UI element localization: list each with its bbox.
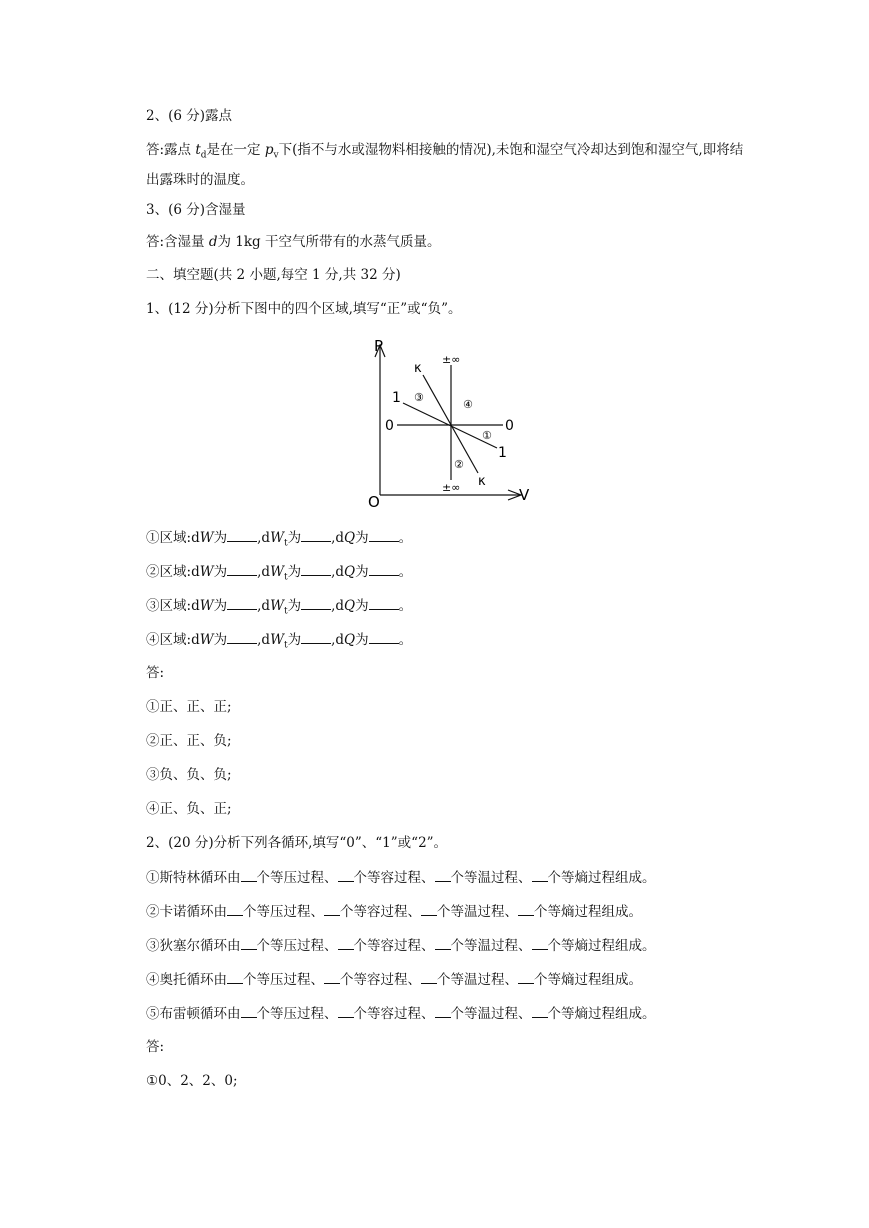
q2-title: 2、(6 分)露点 (146, 108, 233, 124)
inf-bottom-label: ±∞ (442, 481, 461, 494)
cycle-line: ③狄塞尔循环由 个等压过程、 个等容过程、 个等温过程、 个等熵过程组成。 (146, 935, 656, 956)
answer-blank[interactable] (338, 867, 354, 882)
answer-blank[interactable] (301, 561, 331, 576)
answer-blank[interactable] (301, 527, 331, 542)
zero-left-label: 0 (385, 418, 394, 434)
origin-label: O (368, 493, 380, 510)
answer-blank[interactable] (227, 527, 257, 542)
inf-top-label: ±∞ (442, 353, 461, 366)
answer-blank[interactable] (532, 867, 548, 882)
fill-1-title: 1、(12 分)分析下图中的四个区域,填写“正”或“负”。 (146, 301, 462, 317)
answer-blank[interactable] (532, 1003, 548, 1018)
v-axis-label: V (519, 486, 530, 504)
answer-blank[interactable] (324, 969, 340, 984)
region-line: ③区域:dW为 $,dW_t$为 ,dQ为 。 (146, 595, 412, 622)
answer-blank[interactable] (227, 901, 243, 916)
fill-1-answer-4: ④正、负、正; (146, 801, 232, 817)
fill-1-answer-label: 答: (146, 665, 165, 681)
region-line: ④区域:dW为 $,dW_t$为 ,dQ为 。 (146, 629, 412, 656)
cycle-line: ②卡诺循环由 个等压过程、 个等容过程、 个等温过程、 个等熵过程组成。 (146, 901, 642, 922)
answer-blank[interactable] (227, 629, 257, 644)
cycle-line: ⑤布雷顿循环由 个等压过程、 个等容过程、 个等温过程、 个等熵过程组成。 (146, 1003, 656, 1024)
answer-blank[interactable] (369, 527, 399, 542)
cycle-line: ①斯特林循环由 个等压过程、 个等容过程、 个等温过程、 个等熵过程组成。 (146, 867, 656, 888)
answer-blank[interactable] (301, 629, 331, 644)
answer-blank[interactable] (369, 561, 399, 576)
answer-blank[interactable] (227, 561, 257, 576)
region-line: ②区域:dW为 $,dW_t$为 ,dQ为 。 (146, 561, 412, 588)
kappa-bottom-label: κ (478, 474, 486, 489)
fill-1-answer-2: ②正、正、负; (146, 733, 232, 749)
answer-blank[interactable] (369, 629, 399, 644)
region-4-label: ④ (463, 398, 473, 411)
region-3-label: ③ (414, 391, 424, 404)
pv-diagram (355, 335, 535, 510)
answer-blank[interactable] (338, 935, 354, 950)
one-left-label: 1 (392, 390, 401, 406)
fill-1-answer-3: ③负、负、负; (146, 767, 232, 783)
answer-blank[interactable] (241, 867, 257, 882)
answer-blank[interactable] (421, 901, 437, 916)
answer-blank[interactable] (369, 595, 399, 610)
answer-blank[interactable] (241, 935, 257, 950)
answer-blank[interactable] (227, 969, 243, 984)
answer-blank[interactable] (241, 1003, 257, 1018)
answer-blank[interactable] (532, 935, 548, 950)
fill-2-answer-label: 答: (146, 1039, 165, 1055)
answer-blank[interactable] (324, 901, 340, 916)
fill-2-title: 2、(20 分)分析下列各循环,填写“0”、“1”或“2”。 (146, 835, 448, 851)
section-2-title: 二、填空题(共 2 小题,每空 1 分,共 32 分) (146, 267, 401, 283)
answer-blank[interactable] (518, 901, 534, 916)
cycle-line: ④奥托循环由 个等压过程、 个等容过程、 个等温过程、 个等熵过程组成。 (146, 969, 642, 990)
answer-blank[interactable] (227, 595, 257, 610)
q3-answer: 答:含湿量 d为 1kg 干空气所带有的水蒸气质量。 (146, 234, 441, 250)
region-line: ①区域:dW为 $,dW_t$为 ,dQ为 。 (146, 527, 412, 554)
answer-blank[interactable] (301, 595, 331, 610)
q3-title: 3、(6 分)含湿量 (146, 202, 246, 218)
answer-blank[interactable] (435, 867, 451, 882)
fill-1-answer-1: ①正、正、正; (146, 699, 232, 715)
fill-2-answer-1: ①0、2、2、0; (146, 1073, 238, 1089)
one-right-label: 1 (498, 445, 507, 461)
answer-blank[interactable] (338, 1003, 354, 1018)
region-2-label: ② (454, 458, 464, 471)
region-1-label: ① (482, 429, 492, 442)
answer-blank[interactable] (421, 969, 437, 984)
answer-blank[interactable] (518, 969, 534, 984)
zero-right-label: 0 (505, 418, 514, 434)
answer-blank[interactable] (435, 1003, 451, 1018)
p-axis-label: P (374, 337, 384, 355)
answer-blank[interactable] (435, 935, 451, 950)
q2-answer: 答:露点 $t_d$是在一定 $p_v$下(指不与水或湿物料相接触的情况),未饱和湿空气冷却达到饱和湿空气,即将结出露珠时的温度。 (146, 142, 744, 188)
kappa-top-label: κ (414, 361, 422, 376)
